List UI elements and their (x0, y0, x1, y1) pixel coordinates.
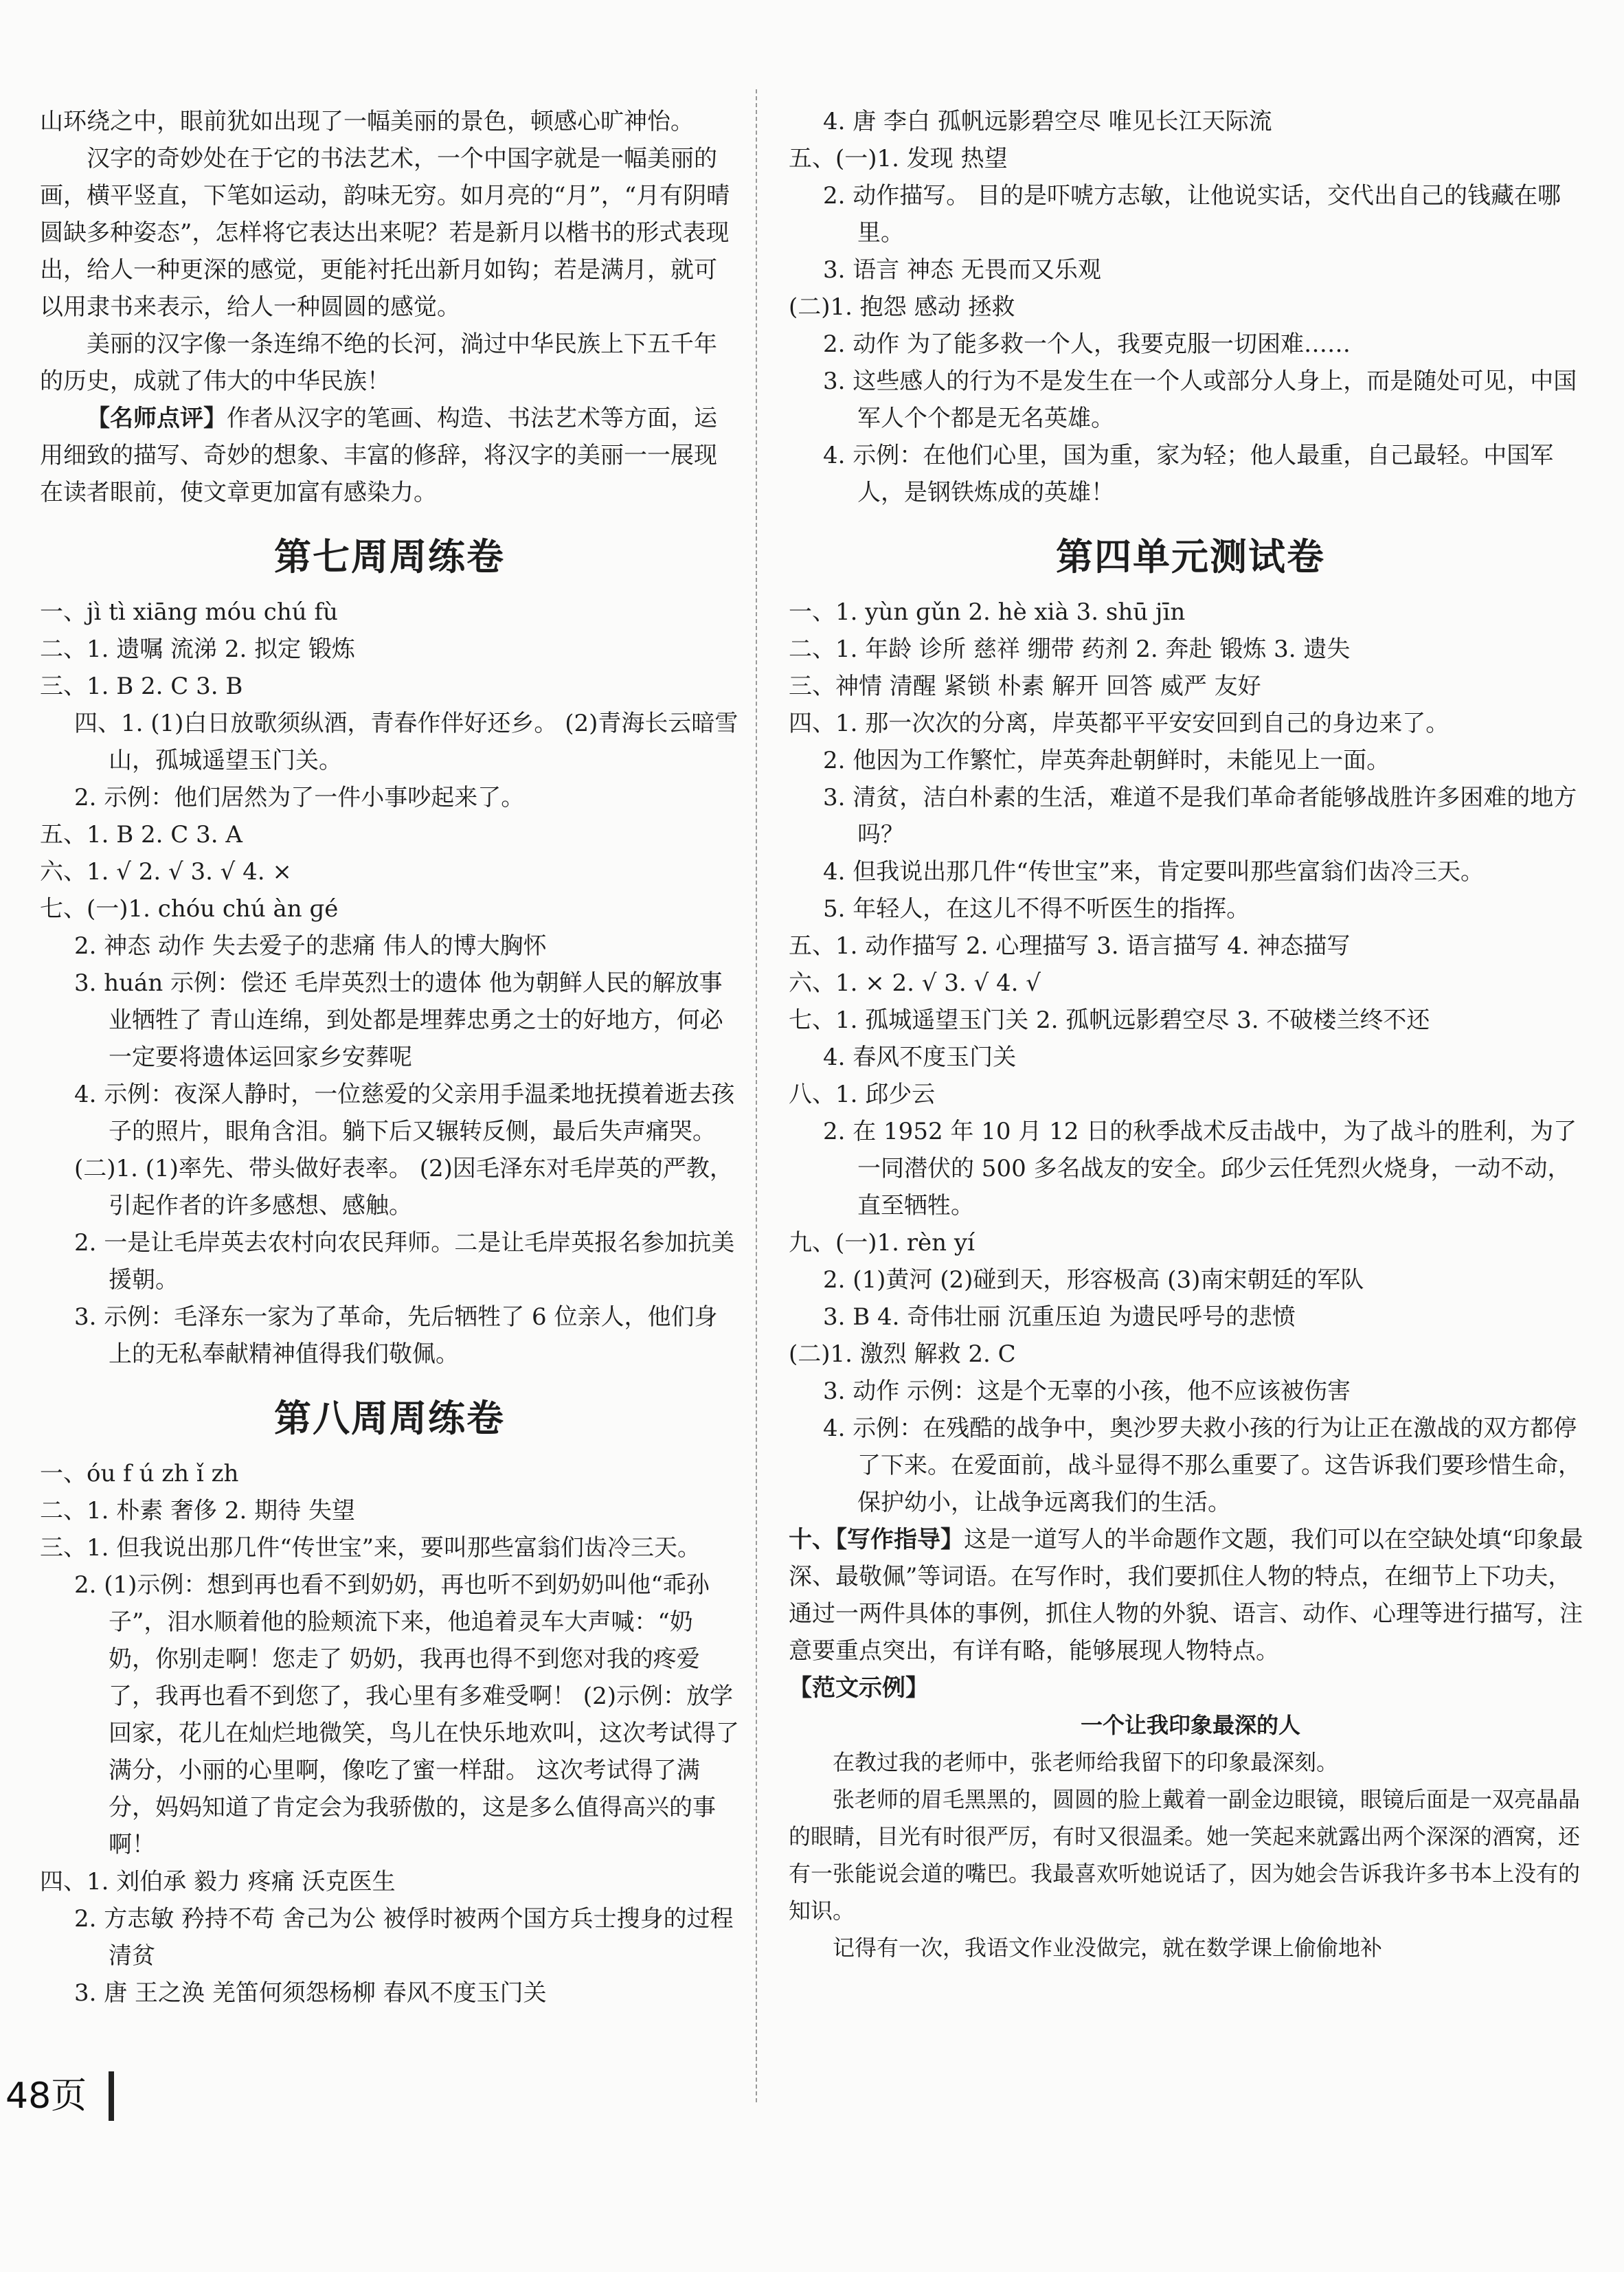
answer-line: 3. 动作 示例：这是个无辜的小孩，他不应该被伤害 (823, 1377, 1351, 1405)
answer-line: 4. 示例：在他们心里，国为重，家为轻；他人最重，自己最轻。中国军人，是钢铁炼成的英雄！ (823, 442, 1554, 506)
answer-line: 六、1. × 2. √ 3. √ 4. √ (789, 969, 1041, 997)
answer-line: 2. 方志敏 矜持不苟 舍己为公 被俘时被两个国方兵士搜身的过程 清贫 (74, 1905, 734, 1970)
answer-line: 3. 示例：毛泽东一家为了革命，先后牺牲了 6 位亲人，他们身上的无私奉献精神值得我们敬佩。 (74, 1303, 718, 1368)
answer-line: 4. 唐 李白 孤帆远影碧空尽 唯见长江天际流 (823, 108, 1272, 135)
writing-guide (789, 1521, 1592, 1669)
teacher-comment (40, 400, 739, 511)
answer-line: 2. 动作描写。 目的是吓唬方志敏，让他说实话，交代出自己的钱藏在哪里。 (823, 182, 1561, 247)
answer-line: 四、1. 那一次次的分离，岸英都平平安安回到自己的身边来了。 (789, 710, 1450, 737)
answer-line: 三、1. B 2. C 3. B (40, 673, 243, 700)
teacher-comment-label: 【名师点评】 (87, 405, 227, 432)
unit3-answers-continued (789, 103, 1592, 511)
sample-essay-title: 一个让我印象最深的人 (1080, 1712, 1300, 1738)
answer-line: 二、1. 朴素 奢侈 2. 期待 失望 (40, 1497, 355, 1525)
answer-line: 八、1. 邱少云 (789, 1081, 936, 1108)
answer-line: 四、1. (1)白日放歌须纵酒，青春作伴好还乡。 (2)青海长云暗雪山，孤城遥望玉门关。 (74, 710, 738, 774)
answer-line: 2. (1)黄河 (2)碰到天，形容极高 (3)南宋朝廷的军队 (823, 1266, 1364, 1294)
answer-line: 3. 这些感人的行为不是发生在一个人或部分人身上，而是随处可见，中国军人个个都是无名英雄。 (823, 368, 1577, 432)
answer-line: 一、jì tì xiānɡ móu chú fù (40, 598, 338, 626)
answer-line: 2. 神态 动作 失去爱子的悲痛 伟人的博大胸怀 (74, 932, 547, 960)
answer-line: (二)1. 抱怨 感动 拯救 (789, 293, 1015, 321)
answer-line: 一、óu f ú zh ǐ zh (40, 1460, 239, 1487)
teacher-comment-text: 作者从汉字的笔画、构造、书法艺术等方面，运用细致的描写、奇妙的想象、丰富的修辞，将汉字的美丽一一展现在读者眼前，使文章更加富有感染力。 (40, 405, 717, 506)
sample-essay-paragraph: 在教过我的老师中，张老师给我留下的印象最深刻。 (833, 1749, 1339, 1775)
writing-guide-label: 十、【写作指导】 (789, 1526, 964, 1553)
column-divider (756, 89, 757, 2102)
answer-line: 九、(一)1. rèn yí (789, 1229, 975, 1257)
essay-paragraph: 山环绕之中，眼前犹如出现了一幅美丽的景色，顿感心旷神怡。 (40, 108, 694, 135)
page-number: 48页 (0, 2071, 114, 2121)
answer-line: (二)1. (1)率先、带头做好表率。 (2)因毛泽东对毛岸英的严教，引起作者的许多感想、感触。 (74, 1155, 733, 1219)
answer-line: 五、1. B 2. C 3. A (40, 821, 243, 848)
answer-line: 五、(一)1. 发现 热望 (789, 145, 1008, 172)
answer-line: 2. (1)示例：想到再也看不到奶奶，再也听不到奶奶叫他“乖孙子”，泪水顺着他的脸颊流下来，他追着灵车大声喊：“奶奶，你别走啊！您走了 奶奶，我再也得不到您对我的疼爱了，我再也看不到您了，我心里有多难受啊！ (2)示例：放学回家，花儿在灿烂地微笑，鸟儿在快乐地欢叫，这次考试得了满分，小丽的心里啊，像吃了蜜一样甜。 这次考试得了满分，妈妈知道了肯定会为我骄傲的，这是多么值得高兴的事啊！ (74, 1571, 739, 1858)
answer-line: 二、1. 遗嘱 流涕 2. 拟定 锻炼 (40, 636, 355, 663)
answer-line: 三、神情 清醒 紧锁 朴素 解开 回答 威严 友好 (789, 673, 1261, 700)
week7-title: 第七周周练卷 (274, 535, 505, 578)
week8-answers (40, 1455, 739, 2012)
answer-line: 3. 唐 王之涣 羌笛何须怨杨柳 春风不度玉门关 (74, 1979, 547, 2007)
answer-line: 2. 示例：他们居然为了一件小事吵起来了。 (74, 784, 525, 811)
answer-line: 5. 年轻人，在这儿不得不听医生的指挥。 (823, 895, 1250, 923)
answer-line: 七、1. 孤城遥望玉门关 2. 孤帆远影碧空尽 3. 不破楼兰终不还 (789, 1006, 1430, 1034)
answer-line: 4. 示例：在残酷的战争中，奥沙罗夫救小孩的行为让正在激战的双方都停了下来。在爱面前，战斗显得不那么重要了。这告诉我们要珍惜生命，保护幼小，让战争远离我们的生活。 (823, 1415, 1581, 1516)
answer-line: 4. 示例：夜深人静时，一位慈爱的父亲用手温柔地抚摸着逝去孩子的照片，眼角含泪。躺下后又辗转反侧，最后失声痛哭。 (74, 1081, 735, 1145)
left-column (40, 103, 739, 2012)
week7-answers (40, 594, 739, 1373)
answer-line: 3. B 4. 奇伟壮丽 沉重压迫 为遗民呼号的悲愤 (823, 1303, 1296, 1331)
answer-line: 4. 但我说出那几件“传世宝”来，肯定要叫那些富翁们齿冷三天。 (823, 858, 1485, 886)
answer-line: 七、(一)1. chóu chú àn ɡé (40, 895, 339, 923)
unit4-answers (789, 594, 1592, 1521)
answer-line: 2. 在 1952 年 10 月 12 日的秋季战术反击战中，为了战斗的胜利，为了一同潜伏的 500 多名战友的安全。邱少云任凭烈火烧身，一动不动，直至牺牲。 (823, 1118, 1577, 1219)
right-column (789, 103, 1592, 1966)
sample-essay-paragraph: 记得有一次，我语文作业没做完，就在数学课上偷偷地补 (833, 1935, 1383, 1961)
essay-paragraph: 汉字的奇妙处在于它的书法艺术，一个中国字就是一幅美丽的画，横平竖直，下笔如运动，韵味无穷。如月亮的“月”，“月有阴晴圆缺多种姿态”，怎样将它表达出来呢？若是新月以楷书的形式表现出，给人一种更深的感觉，更能衬托出新月如钩；若是满月，就可以用隶书来表示，给人一种圆圆的感觉。 (40, 145, 730, 321)
answer-line: 2. 他因为工作繁忙，岸英奔赴朝鲜时，未能见上一面。 (823, 747, 1390, 774)
answer-line: 一、1. yùn ɡǔn 2. hè xià 3. shū jīn (789, 598, 1186, 626)
unit4-title: 第四单元测试卷 (1056, 535, 1325, 578)
sample-essay-paragraph: 张老师的眉毛黑黑的，圆圆的脸上戴着一副金边眼镜，眼镜后面是一双亮晶晶的眼睛，目光有时很严厉，有时又很温柔。她一笑起来就露出两个深深的酒窝，还有一张能说会道的嘴巴。我最喜欢听她说话了，因为她会告诉我许多书本上没有的知识。 (789, 1786, 1581, 1924)
week8-title: 第八周周练卷 (274, 1397, 505, 1440)
sample-essay-label: 【范文示例】 (789, 1674, 929, 1702)
answer-line: 二、1. 年龄 诊所 慈祥 绷带 药剂 2. 奔赴 锻炼 3. 遗失 (789, 636, 1351, 663)
answer-line: (二)1. 激烈 解救 2. C (789, 1340, 1016, 1368)
answer-line: 2. 动作 为了能多救一个人，我要克服一切困难…… (823, 330, 1351, 358)
answer-line: 3. huán 示例：偿还 毛岸英烈士的遗体 他为朝鲜人民的解放事业牺牲了 青山连绵，到处都是埋葬忠勇之士的好地方，何必一定要将遗体运回家乡安葬呢 (74, 969, 723, 1071)
writing-guide-text: 这是一道写人的半命题作文题，我们可以在空缺处填“印象最深、最敬佩”等词语。在写作时，我们要抓住人物的特点，在细节上下功夫，通过一两件具体的事例，抓住人物的外貌、语言、动作、心理等进行描写，注意要重点突出，有详有略，能够展现人物特点。 (789, 1526, 1583, 1665)
answer-line: 四、1. 刘伯承 毅力 疼痛 沃克医生 (40, 1868, 396, 1896)
answer-line: 五、1. 动作描写 2. 心理描写 3. 语言描写 4. 神态描写 (789, 932, 1351, 960)
answer-line: 3. 语言 神态 无畏而又乐观 (823, 256, 1101, 284)
essay-paragraph: 美丽的汉字像一条连绵不绝的长河，淌过中华民族上下五千年的历史，成就了伟大的中华民族！ (40, 330, 717, 395)
answer-line: 3. 清贫，洁白朴素的生活，难道不是我们革命者能够战胜许多困难的地方吗？ (823, 784, 1577, 848)
answer-line: 2. 一是让毛岸英去农村向农民拜师。二是让毛岸英报名参加抗美援朝。 (74, 1229, 735, 1294)
answer-line: 4. 春风不度玉门关 (823, 1044, 1017, 1071)
answer-line: 三、1. 但我说出那几件“传世宝”来，要叫那些富翁们齿冷三天。 (40, 1534, 701, 1562)
answer-line: 六、1. √ 2. √ 3. √ 4. × (40, 858, 292, 886)
